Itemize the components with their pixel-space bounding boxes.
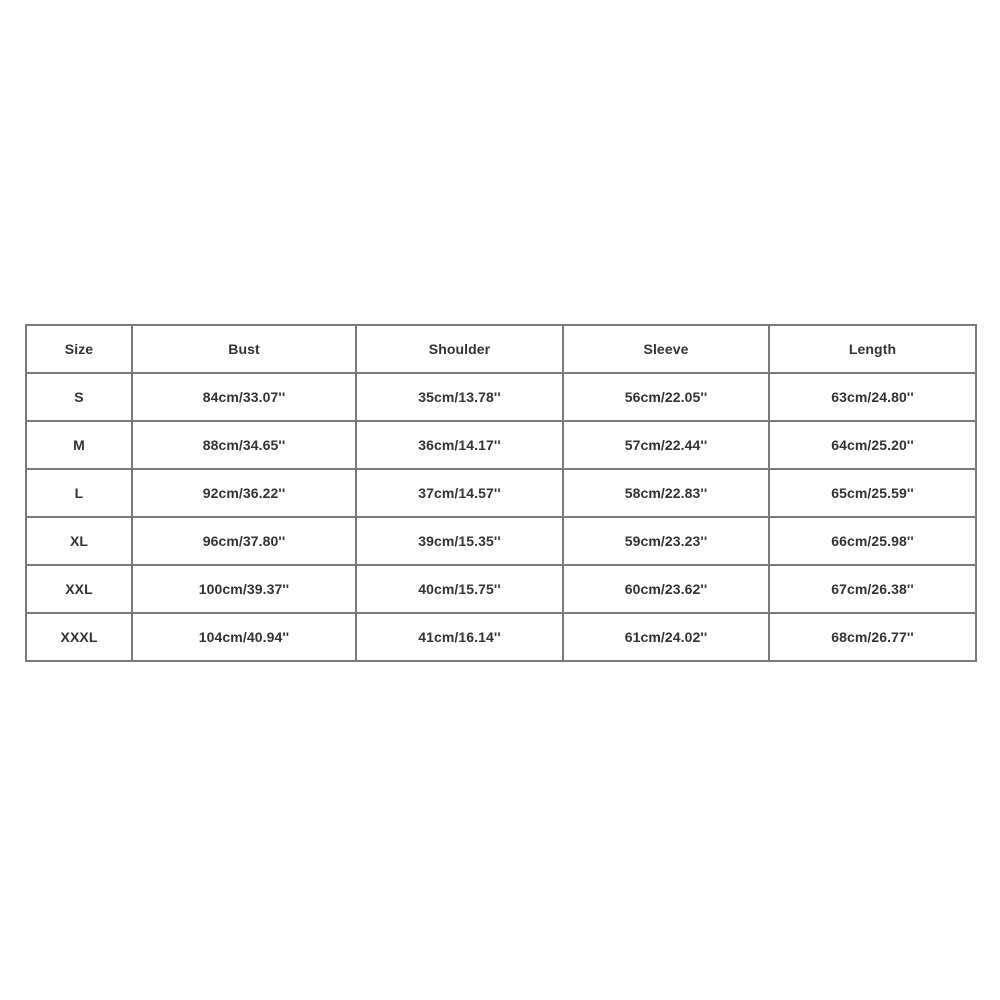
cell-shoulder: 37cm/14.57'' xyxy=(356,469,563,517)
header-size: Size xyxy=(26,325,132,373)
cell-sleeve: 61cm/24.02'' xyxy=(563,613,769,661)
cell-size: XXL xyxy=(26,565,132,613)
cell-length: 65cm/25.59'' xyxy=(769,469,976,517)
table-row xyxy=(26,373,976,421)
header-row xyxy=(26,325,976,373)
cell-bust: 92cm/36.22'' xyxy=(132,469,356,517)
header-shoulder: Shoulder xyxy=(356,325,563,373)
table-row xyxy=(26,517,976,565)
cell-sleeve: 56cm/22.05'' xyxy=(563,373,769,421)
cell-length: 68cm/26.77'' xyxy=(769,613,976,661)
header-length: Length xyxy=(769,325,976,373)
table-row xyxy=(26,613,976,661)
cell-length: 64cm/25.20'' xyxy=(769,421,976,469)
cell-size: XL xyxy=(26,517,132,565)
cell-sleeve: 58cm/22.83'' xyxy=(563,469,769,517)
cell-size: M xyxy=(26,421,132,469)
cell-shoulder: 41cm/16.14'' xyxy=(356,613,563,661)
cell-sleeve: 59cm/23.23'' xyxy=(563,517,769,565)
cell-bust: 96cm/37.80'' xyxy=(132,517,356,565)
cell-length: 67cm/26.38'' xyxy=(769,565,976,613)
cell-shoulder: 39cm/15.35'' xyxy=(356,517,563,565)
cell-shoulder: 35cm/13.78'' xyxy=(356,373,563,421)
table-row xyxy=(26,469,976,517)
header-sleeve: Sleeve xyxy=(563,325,769,373)
cell-shoulder: 40cm/15.75'' xyxy=(356,565,563,613)
cell-length: 63cm/24.80'' xyxy=(769,373,976,421)
cell-bust: 104cm/40.94'' xyxy=(132,613,356,661)
cell-shoulder: 36cm/14.17'' xyxy=(356,421,563,469)
header-bust: Bust xyxy=(132,325,356,373)
size-chart-table xyxy=(25,324,977,662)
cell-sleeve: 60cm/23.62'' xyxy=(563,565,769,613)
cell-bust: 88cm/34.65'' xyxy=(132,421,356,469)
cell-size: L xyxy=(26,469,132,517)
cell-size: XXXL xyxy=(26,613,132,661)
table-row xyxy=(26,421,976,469)
table-row xyxy=(26,565,976,613)
cell-size: S xyxy=(26,373,132,421)
cell-bust: 100cm/39.37'' xyxy=(132,565,356,613)
cell-sleeve: 57cm/22.44'' xyxy=(563,421,769,469)
cell-bust: 84cm/33.07'' xyxy=(132,373,356,421)
cell-length: 66cm/25.98'' xyxy=(769,517,976,565)
